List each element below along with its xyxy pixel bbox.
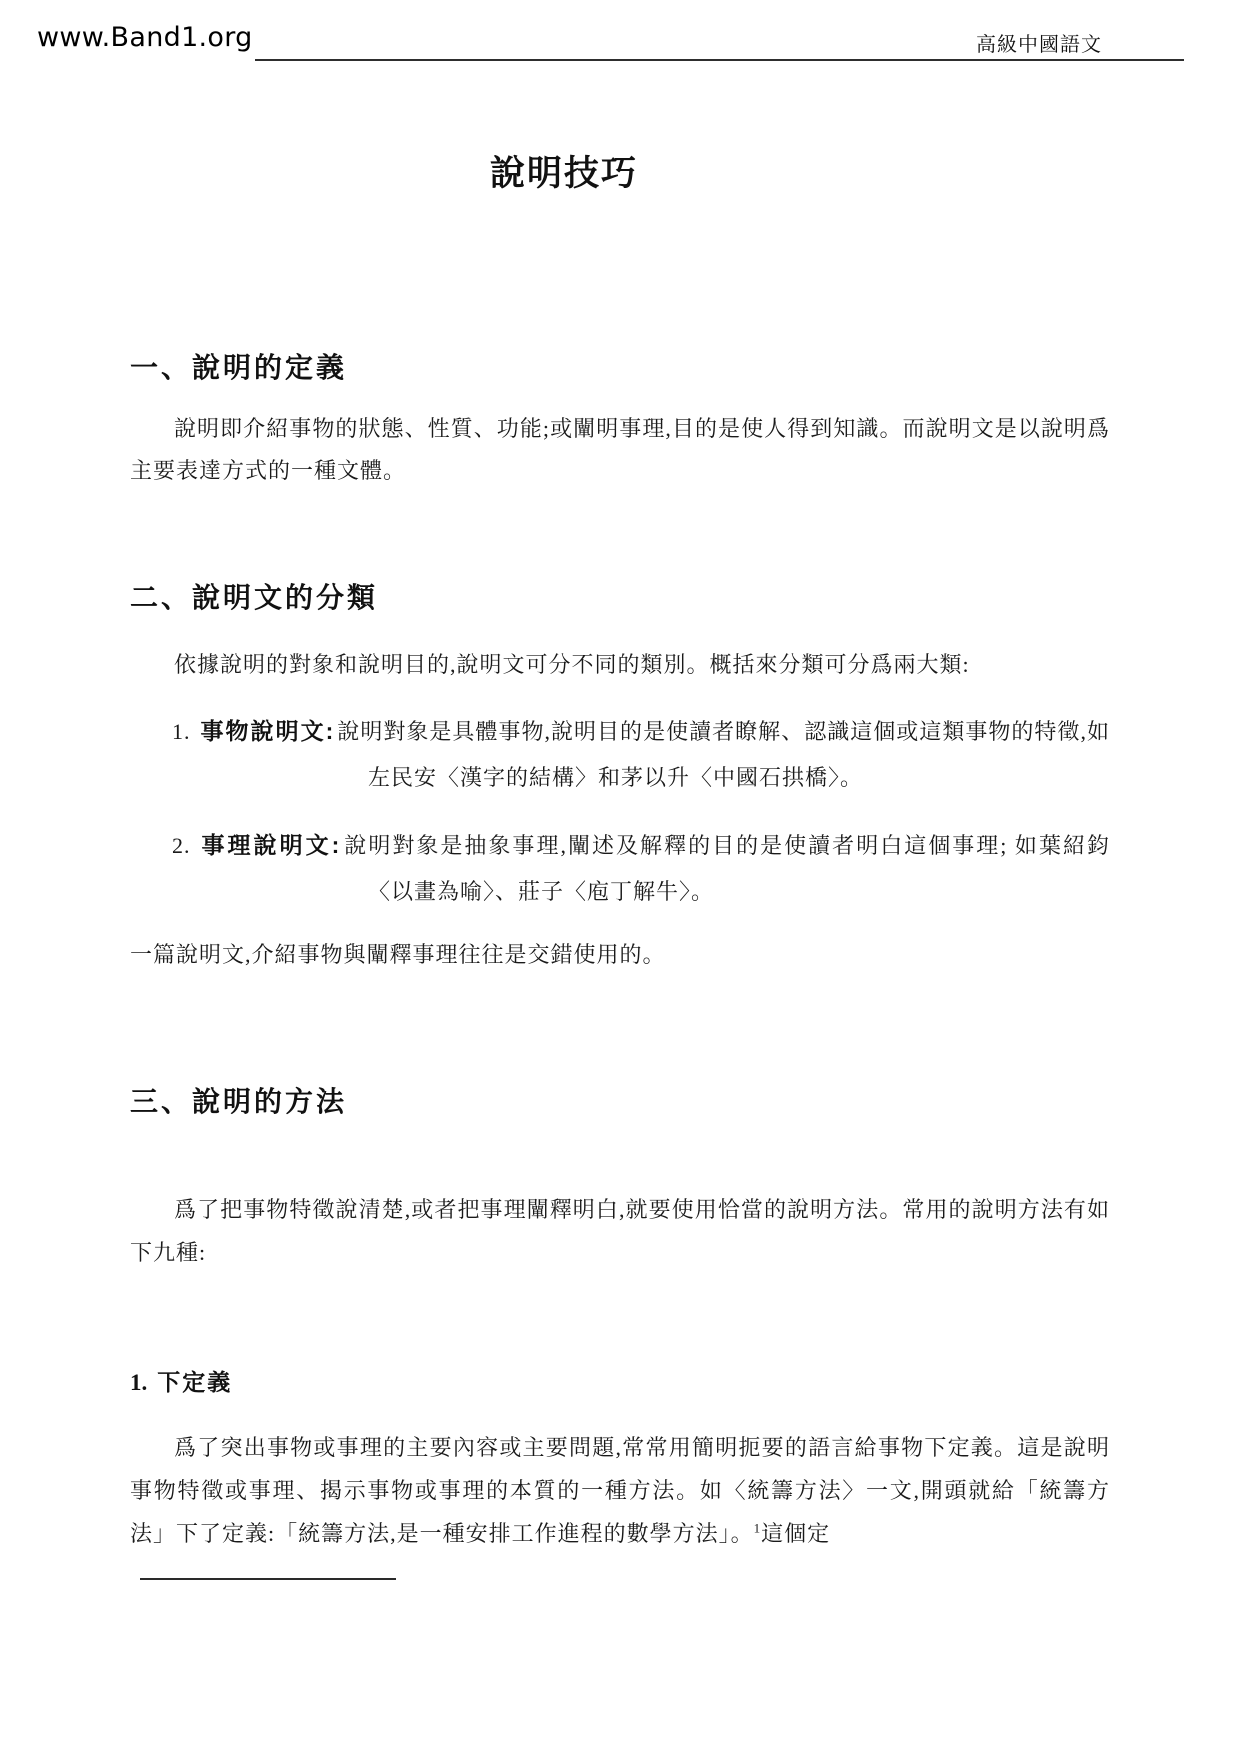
method-1-paragraph [130,1426,1110,1555]
document-title: 說明技巧 [489,154,638,193]
section-1-heading: 一、說明的定義 [130,352,348,383]
item-1-description: 說明對象是具體事物,說明目的是使讀者瞭解、認識這個或這類事物的特徵,如左民安〈漢字的結構〉和茅以升〈中國石拱橋〉。 [337,719,1110,790]
header-rule [255,59,1184,61]
footnote-reference: 1 [753,1520,762,1536]
section-2-outro: 一篇說明文,介紹事物與闡釋事理往往是交錯使用的。 [130,942,666,967]
method-1-body-continued: 這個定 [761,1521,831,1546]
section-2-heading: 二、說明文的分類 [130,582,379,613]
item-2-description: 說明對象是抽象事理,闡述及解釋的目的是使讀者明白這個事理; 如葉紹鈞〈以畫為喻〉、莊子〈庖丁解牛〉。 [343,833,1110,904]
item-1-term: 事物說明文: [200,718,336,744]
method-1-number: 1. [130,1370,148,1395]
method-1-body-text: 爲了突出事物或事理的主要內容或主要問題,常常用簡明扼要的語言給事物下定義。這是說明事物特徵或事理、揭示事物或事理的本質的一種方法。如〈統籌方法〉一文,開頭就給「統籌方法」下了定義:「統籌方法,是一種安排工作進程的數學方法」。 [130,1435,1110,1546]
item-2-number: 2. [172,833,191,858]
header-subject-label: 高級中國語文 [976,34,1102,56]
section-3-intro: 爲了把事物特徵說清楚,或者把事理闡釋明白,就要使用恰當的說明方法。常用的說明方法有如下九種: [130,1197,1110,1265]
footnote-separator-rule [140,1578,396,1580]
item-1-number: 1. [172,719,191,744]
list-item-2 [130,822,1110,915]
list-item-1 [130,708,1110,801]
section-3-heading: 三、說明的方法 [130,1086,348,1117]
item-2-term: 事理說明文: [200,832,342,858]
header-site-url: www.Band1.org [37,22,253,53]
method-1-heading [130,1364,1110,1397]
section-1-paragraph: 說明即介紹事物的狀態、性質、功能;或闡明事理,目的是使人得到知識。而說明文是以說明爲主要表達方式的一種文體。 [130,416,1110,483]
method-1-title: 下定義 [157,1369,233,1395]
section-2-intro: 依據說明的對象和說明目的,說明文可分不同的類別。概括來分類可分爲兩大類: [174,652,970,677]
